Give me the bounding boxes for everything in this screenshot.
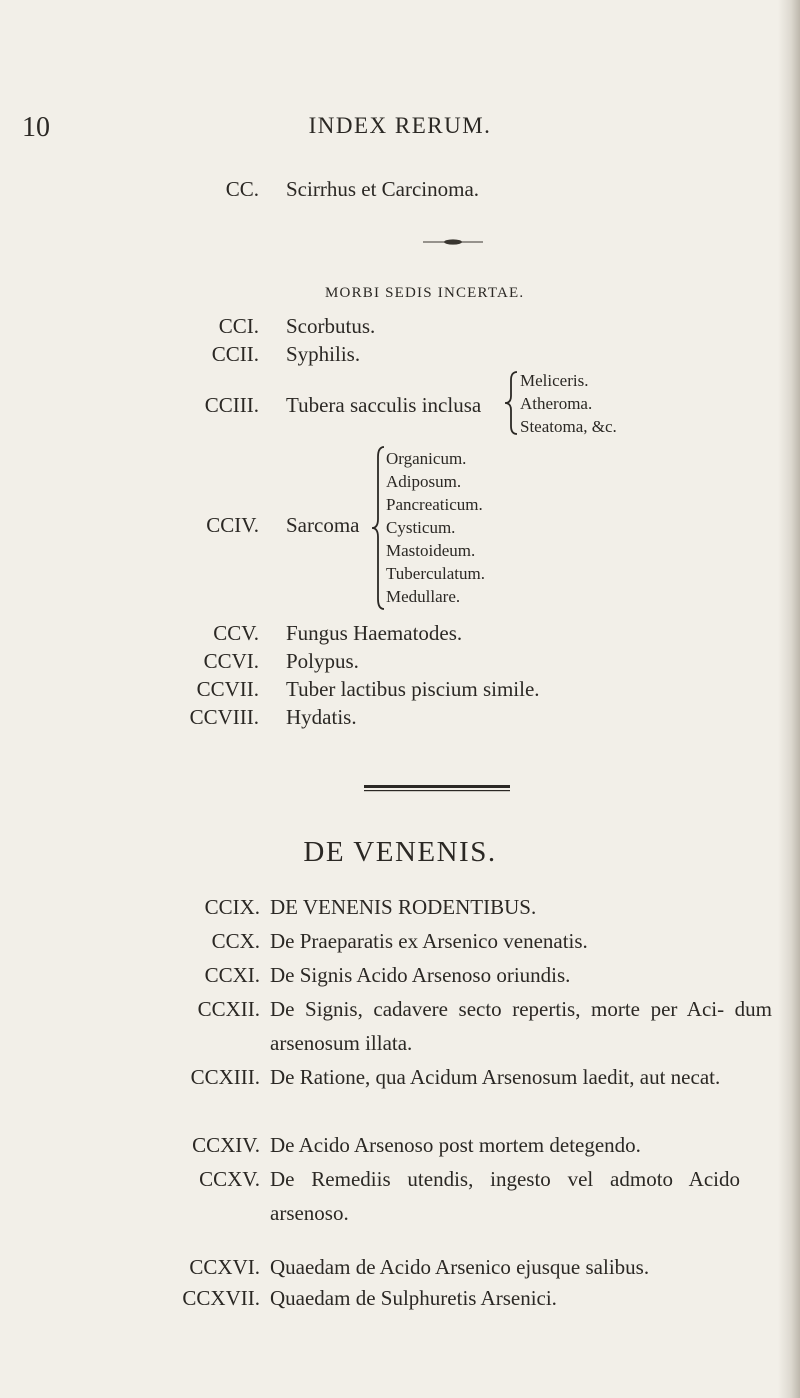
sub-item: Adiposum. — [386, 472, 462, 491]
entry-text: Hydatis. — [286, 705, 357, 729]
entry-text: Polypus. — [286, 649, 359, 673]
section-heading-venenis: DE VENENIS. — [303, 836, 497, 868]
entry-text: Quaedam de Acido Arsenico ejusque salibus. — [270, 1255, 650, 1279]
index-entry — [0, 992, 800, 1060]
section-heading-morbi: MORBI SEDIS INCERTAE. — [325, 285, 525, 301]
entry-text: Tuber lactibus piscium simile. — [286, 677, 540, 701]
entry-text: Tubera sacculis inclusa — [286, 393, 482, 417]
entry-text: De Acido Arsenoso post mortem detegendo. — [270, 1133, 641, 1157]
entry-text: De Praeparatis ex Arsenico venenatis. — [270, 929, 588, 953]
index-entry — [0, 341, 800, 367]
entry-number: CCII. — [211, 342, 259, 366]
entry-number: CCXV. — [199, 1167, 260, 1191]
entry-number: CCVII. — [196, 677, 259, 701]
entry-number: CCXVI. — [189, 1255, 260, 1279]
sub-item: Cysticum. — [386, 518, 456, 537]
sub-item: Tuberculatum. — [386, 564, 486, 583]
entry-number: CCXII. — [197, 997, 260, 1021]
entry-text: Scorbutus. — [286, 314, 376, 338]
entry-text: De Signis, cadavere secto repertis, morte per Aci- dum arsenosum illata. — [270, 997, 772, 1055]
entry-text: Sarcoma — [286, 513, 360, 537]
entry-number: CCXI. — [204, 963, 260, 987]
index-entry — [0, 1060, 800, 1128]
page-number: 10 — [22, 112, 50, 143]
entry-text: De Remediis utendis, ingesto vel admoto Acido arsenoso. — [270, 1167, 740, 1225]
entry-text: De Signis Acido Arsenoso oriundis. — [270, 963, 571, 987]
entry-text: Scirrhus et Carcinoma. — [286, 177, 480, 201]
entry-text: Quaedam de Sulphuretis Arsenici. — [270, 1286, 557, 1310]
entry-number: CCIII. — [204, 393, 259, 417]
sub-item: Organicum. — [386, 449, 467, 468]
entry-number: CCIX. — [204, 895, 260, 919]
entry-number: CCI. — [218, 314, 259, 338]
sub-item: Meliceris. — [520, 371, 589, 390]
sub-item: Medullare. — [386, 587, 461, 606]
index-entry — [0, 704, 800, 730]
index-entry — [0, 676, 800, 702]
entry-number: CCV. — [213, 621, 259, 645]
sub-item: Mastoideum. — [386, 541, 476, 560]
sub-item: Steatoma, &c. — [520, 417, 617, 436]
entry-text: De Ratione, qua Acidum Arsenosum laedit, aut necat. — [270, 1065, 721, 1089]
index-entry — [0, 1162, 800, 1230]
entry-text: Syphilis. — [286, 342, 361, 366]
ornament-divider — [423, 237, 483, 247]
index-entry — [0, 620, 800, 646]
running-title: INDEX RERUM. — [308, 113, 492, 138]
sub-item: Atheroma. — [520, 394, 593, 413]
entry-text: DE VENENIS RODENTIBUS. — [270, 895, 537, 919]
entry-number: CCXIV. — [192, 1133, 260, 1157]
entry-number: CCX. — [211, 929, 260, 953]
index-entry — [0, 648, 800, 674]
index-entry — [0, 313, 800, 339]
entry-number: CCXVII. — [182, 1286, 260, 1310]
entry-number: CCVI. — [203, 649, 259, 673]
sub-item: Pancreaticum. — [386, 495, 483, 514]
index-entry-cciii — [0, 392, 800, 418]
entry-number: CC. — [225, 177, 259, 201]
entry-number: CCIV. — [206, 513, 259, 537]
entry-text: Fungus Haematodes. — [286, 621, 463, 645]
entry-number: CCXIII. — [190, 1065, 260, 1089]
double-rule-divider — [364, 785, 510, 793]
entry-number: CCVIII. — [189, 705, 259, 729]
index-entry-cc — [0, 176, 800, 202]
